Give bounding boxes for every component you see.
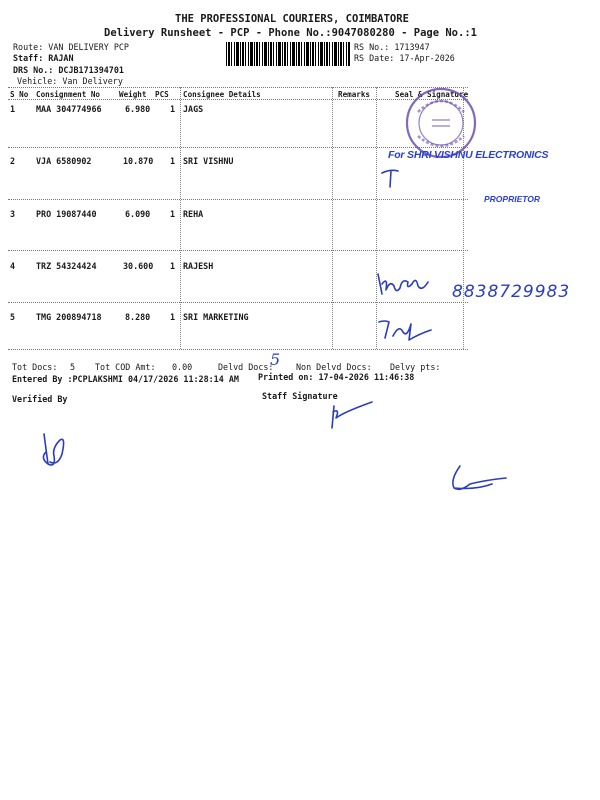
row-divider — [8, 250, 468, 251]
row5-signature — [375, 314, 439, 344]
rs-date: RS Date: 17-Apr-2026 — [354, 53, 455, 63]
row-sno: 1 — [10, 104, 16, 114]
row-sno: 3 — [10, 209, 16, 219]
row-divider — [8, 199, 468, 200]
printed-on: Printed on: 17-04-2026 11:46:38 — [258, 372, 415, 382]
verified-by-label: Verified By — [12, 394, 68, 404]
row-pcs: 1 — [170, 312, 176, 322]
company-stamp: For SHRI VISHNU ELECTRONICS — [388, 149, 549, 161]
col-weight: Weight — [119, 90, 147, 99]
row-consignee: REHA — [183, 209, 204, 219]
col-divider — [180, 87, 181, 349]
delvd-docs-label: Delvd Docs: — [218, 362, 274, 372]
tot-docs-value: 5 — [70, 362, 76, 372]
vehicle-label: Vehicle: Van Delivery — [17, 76, 123, 86]
row-consignee: SRI VISHNU — [183, 156, 234, 166]
table-header-rule — [8, 99, 468, 100]
row-pcs: 1 — [170, 156, 176, 166]
row-consignee: RAJESH — [183, 261, 214, 271]
row-consignment: MAA 304774966 — [36, 104, 102, 114]
col-consignee: Consignee Details — [183, 90, 261, 99]
col-remarks: Remarks — [338, 90, 371, 99]
row-sno: 4 — [10, 261, 16, 271]
staff-label: Staff: RAJAN — [13, 53, 74, 63]
row-weight: 8.280 — [125, 312, 151, 322]
row-weight: 6.090 — [125, 209, 151, 219]
col-pcs: PCS — [155, 90, 169, 99]
barcode-image — [226, 42, 350, 66]
row-consignment: TRZ 54324424 — [36, 261, 97, 271]
col-divider — [376, 87, 377, 349]
row-consignee: SRI MARKETING — [183, 312, 249, 322]
non-delvd-label: Non Delvd Docs: — [296, 362, 372, 372]
row2-signature — [378, 165, 408, 191]
row-pcs: 1 — [170, 261, 176, 271]
row-consignment: VJA 6580902 — [36, 156, 92, 166]
col-seal-signature: Seal & Signature — [395, 90, 469, 99]
col-consignment: Consignment No — [36, 90, 101, 99]
row-pcs: 1 — [170, 104, 176, 114]
row-sno: 2 — [10, 156, 16, 166]
extra-signature — [446, 462, 512, 498]
runsheet-title: Delivery Runsheet - PCP - Phone No.:9047080280 - Page No.:1 — [104, 27, 477, 39]
row-weight: 6.980 — [125, 104, 151, 114]
tot-cod-label: Tot COD Amt: — [95, 362, 156, 372]
row-pcs: 1 — [170, 209, 176, 219]
row-divider — [8, 147, 468, 148]
delvy-pts-label: Delvy pts: — [390, 362, 441, 372]
proprietor-stamp: PROPRIETOR — [484, 194, 541, 204]
delvd-docs-handwritten: 5 — [270, 350, 281, 369]
row4-signature — [372, 268, 442, 304]
rs-number: RS No.: 1713947 — [354, 42, 430, 52]
company-name: THE PROFESSIONAL COURIERS, COIMBATORE — [175, 13, 409, 25]
row-sno: 5 — [10, 312, 16, 322]
staff-signature-label: Staff Signature — [262, 391, 338, 401]
row-weight: 30.600 — [123, 261, 154, 271]
col-sno: S No — [10, 90, 29, 99]
tot-cod-value: 0.00 — [172, 362, 193, 372]
drs-number: DRS No.: DCJB171394701 — [13, 65, 124, 75]
staff-signature — [320, 398, 376, 432]
table-bottom-rule — [8, 349, 468, 350]
row-consignment: TMG 200894718 — [36, 312, 102, 322]
row-consignment: PRO 19087440 — [36, 209, 97, 219]
row-consignee: JAGS — [183, 104, 204, 114]
tot-docs-label: Tot Docs: — [12, 362, 58, 372]
route-label: Route: VAN DELIVERY PCP — [13, 42, 129, 52]
handwritten-phone: 8838729983 — [452, 282, 571, 302]
entered-by: Entered By :PCPLAKSHMI 04/17/2026 11:28:14 AM — [12, 374, 239, 384]
col-divider — [332, 87, 333, 349]
verified-signature — [36, 428, 76, 472]
row-weight: 10.870 — [123, 156, 154, 166]
table-top-rule — [8, 87, 468, 88]
